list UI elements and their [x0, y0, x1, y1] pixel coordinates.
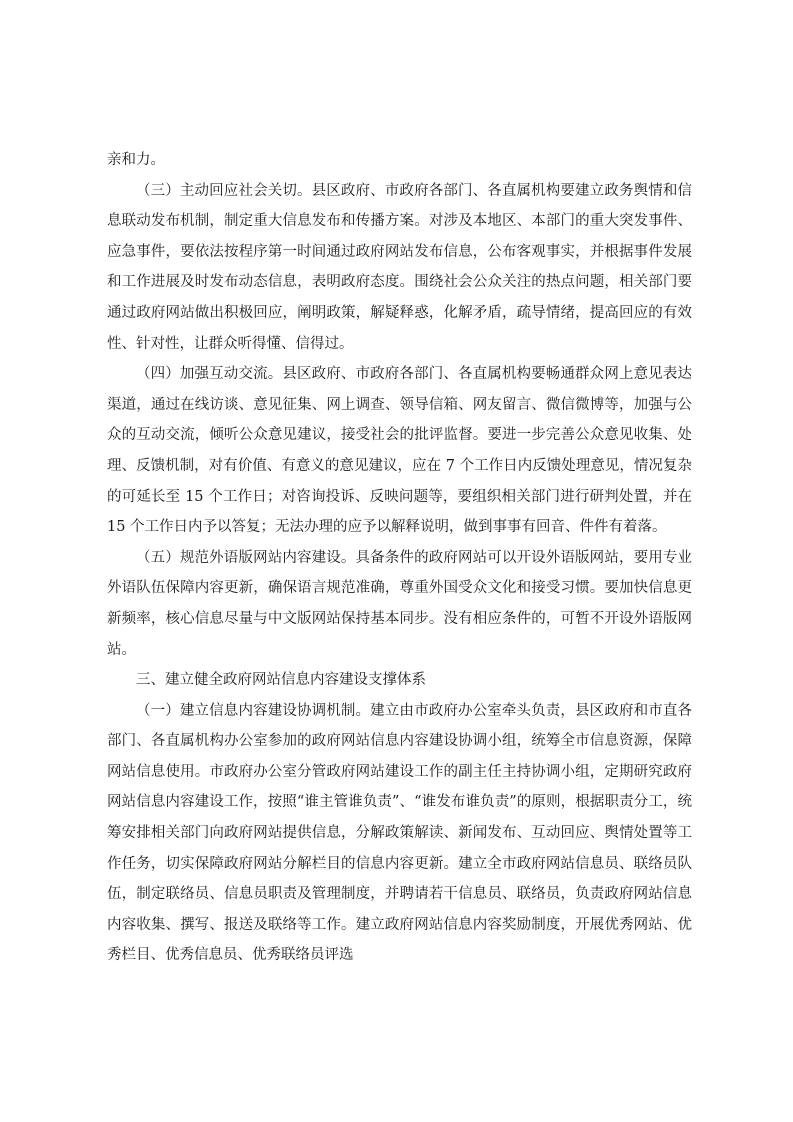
paragraph-respond-social-concerns: （三）主动回应社会关切。县区政府、市政府各部门、各直属机构要建立政务舆情和信息联动发布机制，制定重大信息发布和传播方案。对涉及本地区、本部门的重大突发事件、应急事件，要依法按程序第一时间通过政府网站发布信息，公布客观事实，并根据事件发展和工作进展及时发布动态信息，表明政府态度。围绕社会公众关注的热点问题，相关部门要通过政府网站做出积极回应，阐明政策，解疑释惑，化解矛盾，疏导情绪，提高回应的有效性、针对性，让群众听得懂、信得过。 [107, 182, 692, 352]
paragraph-continuation: 亲和力。 [107, 152, 165, 168]
paragraph-interactive-exchange: （四）加强互动交流。县区政府、市政府各部门、各直属机构要畅通群众网上意见表达渠道，通过在线访谈、意见征集、网上调查、领导信箱、网友留言、微信微博等，加强与公众的互动交流，倾听公众意见建议，接受社会的批评监督。要进一步完善公众意见收集、处理、反馈机制，对有价值、有意义的意见建议，应在 7 个工作日内反馈处理意见，情况复杂的可延长至 15 个工作日；对咨询投诉、反映问题等，要组织相关部门进行研判处置，并在 15 个工作日内予以答复；无法办理的应予以解释说明，做到事事有回音、件件有着落。 [107, 366, 692, 536]
paragraph-foreign-language-site: （五）规范外语版网站内容建设。具备条件的政府网站可以开设外语版网站，要用专业外语队伍保障内容更新，确保语言规范准确，尊重外国受众文化和接受习惯。要加快信息更新频率，核心信息尽量与中文版网站保持基本同步。没有相应条件的，可暂不开设外语版网站。 [107, 549, 692, 658]
paragraph-coordination-mechanism: （一）建立信息内容建设协调机制。建立由市政府办公室牵头负责，县区政府和市直各部门、各直属机构办公室参加的政府网站信息内容建设协调小组，统筹全市信息资源，保障网站信息使用。市政府办公室分管政府网站建设工作的副主任主持协调小组，定期研究政府网站信息内容建设工作，按照“谁主管谁负责”、“谁发布谁负责”的原则，根据职责分工，统筹安排相关部门向政府网站提供信息，分解政策解读、新闻发布、互动回应、舆情处置等工作任务，切实保障政府网站分解栏目的信息内容更新。建立全市政府网站信息员、联络员队伍，制定联络员、信息员职责及管理制度，并聘请若干信息员、联络员，负责政府网站信息内容收集、撰写、报送及联络等工作。建立政府网站信息内容奖励制度，开展优秀网站、优秀栏目、优秀信息员、优秀联络员评选 [107, 702, 692, 964]
section-heading: 三、建立健全政府网站信息内容建设支撑体系 [136, 672, 426, 689]
document-body [107, 145, 692, 971]
